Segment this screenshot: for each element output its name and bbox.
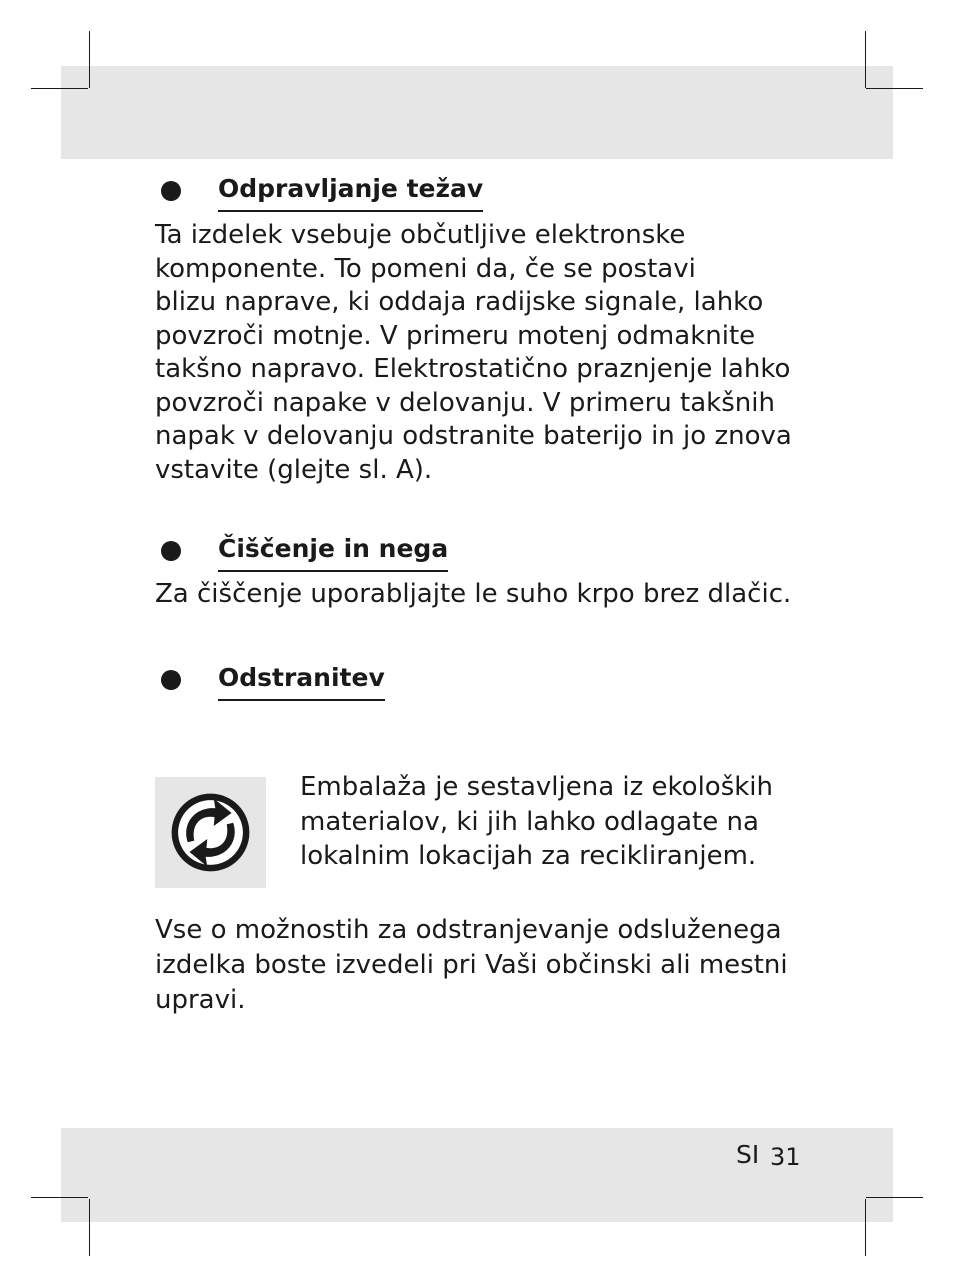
text-line: Za čiščenje uporabljajte le suho krpo brez dlačic. (155, 579, 792, 609)
text-line: lokalnim lokacijah za recikliranjem. (300, 841, 757, 871)
recycle-symbol-box (155, 777, 266, 888)
crop-mark (89, 31, 90, 88)
crop-mark (31, 88, 88, 89)
text-line: blizu naprave, ki oddaja radijske signale, lahko (155, 287, 764, 317)
header-band (61, 66, 893, 159)
text-line: napak v delovanju odstranite baterijo in jo znova (155, 421, 792, 451)
text-line: vstavite (glejte sl. A). (155, 454, 433, 485)
text-line: izdelka boste izvedeli pri Vaši občinski ali mestni (155, 950, 788, 980)
crop-mark (89, 1199, 90, 1256)
text-line: takšno napravo. Elektrostatično praznjenje lahko (155, 354, 791, 384)
packaging-paragraph (300, 770, 773, 874)
bullet-icon (161, 541, 181, 561)
bullet-icon (161, 670, 181, 690)
text-line: povzroči motnje. V primeru motenj odmaknite (155, 320, 756, 351)
crop-mark (31, 1197, 88, 1198)
section-heading: Odstranitev (218, 661, 385, 701)
green-dot-recycling-icon (170, 792, 251, 873)
text-line: Ta izdelek vsebuje občutljive elektronske (155, 220, 686, 250)
crop-mark (865, 1199, 866, 1256)
text-line: upravi. (155, 985, 246, 1015)
section-heading: Odpravljanje težav (218, 172, 483, 212)
page-number: 31 (770, 1143, 801, 1171)
text-line: Vse o možnostih za odstranjevanje odsluženega (155, 915, 782, 945)
text-line: Embalaža je sestavljena iz ekoloških (300, 772, 774, 802)
disposal-paragraph (155, 913, 788, 1018)
section-heading: Čiščenje in nega (218, 532, 448, 572)
text-line: povzroči napake v delovanju. V primeru takšnih (155, 387, 775, 418)
crop-mark (866, 88, 923, 89)
footer-band (61, 1128, 893, 1222)
crop-mark (866, 1197, 923, 1198)
bullet-icon (161, 181, 181, 201)
language-code: SI (736, 1140, 760, 1169)
troubleshooting-paragraph (155, 219, 792, 487)
text-line: komponente. To pomeni da, če se postavi (155, 253, 696, 284)
text-line: materialov, ki jih lahko odlagate na (300, 806, 759, 837)
cleaning-paragraph (155, 578, 791, 612)
crop-mark (865, 31, 866, 88)
